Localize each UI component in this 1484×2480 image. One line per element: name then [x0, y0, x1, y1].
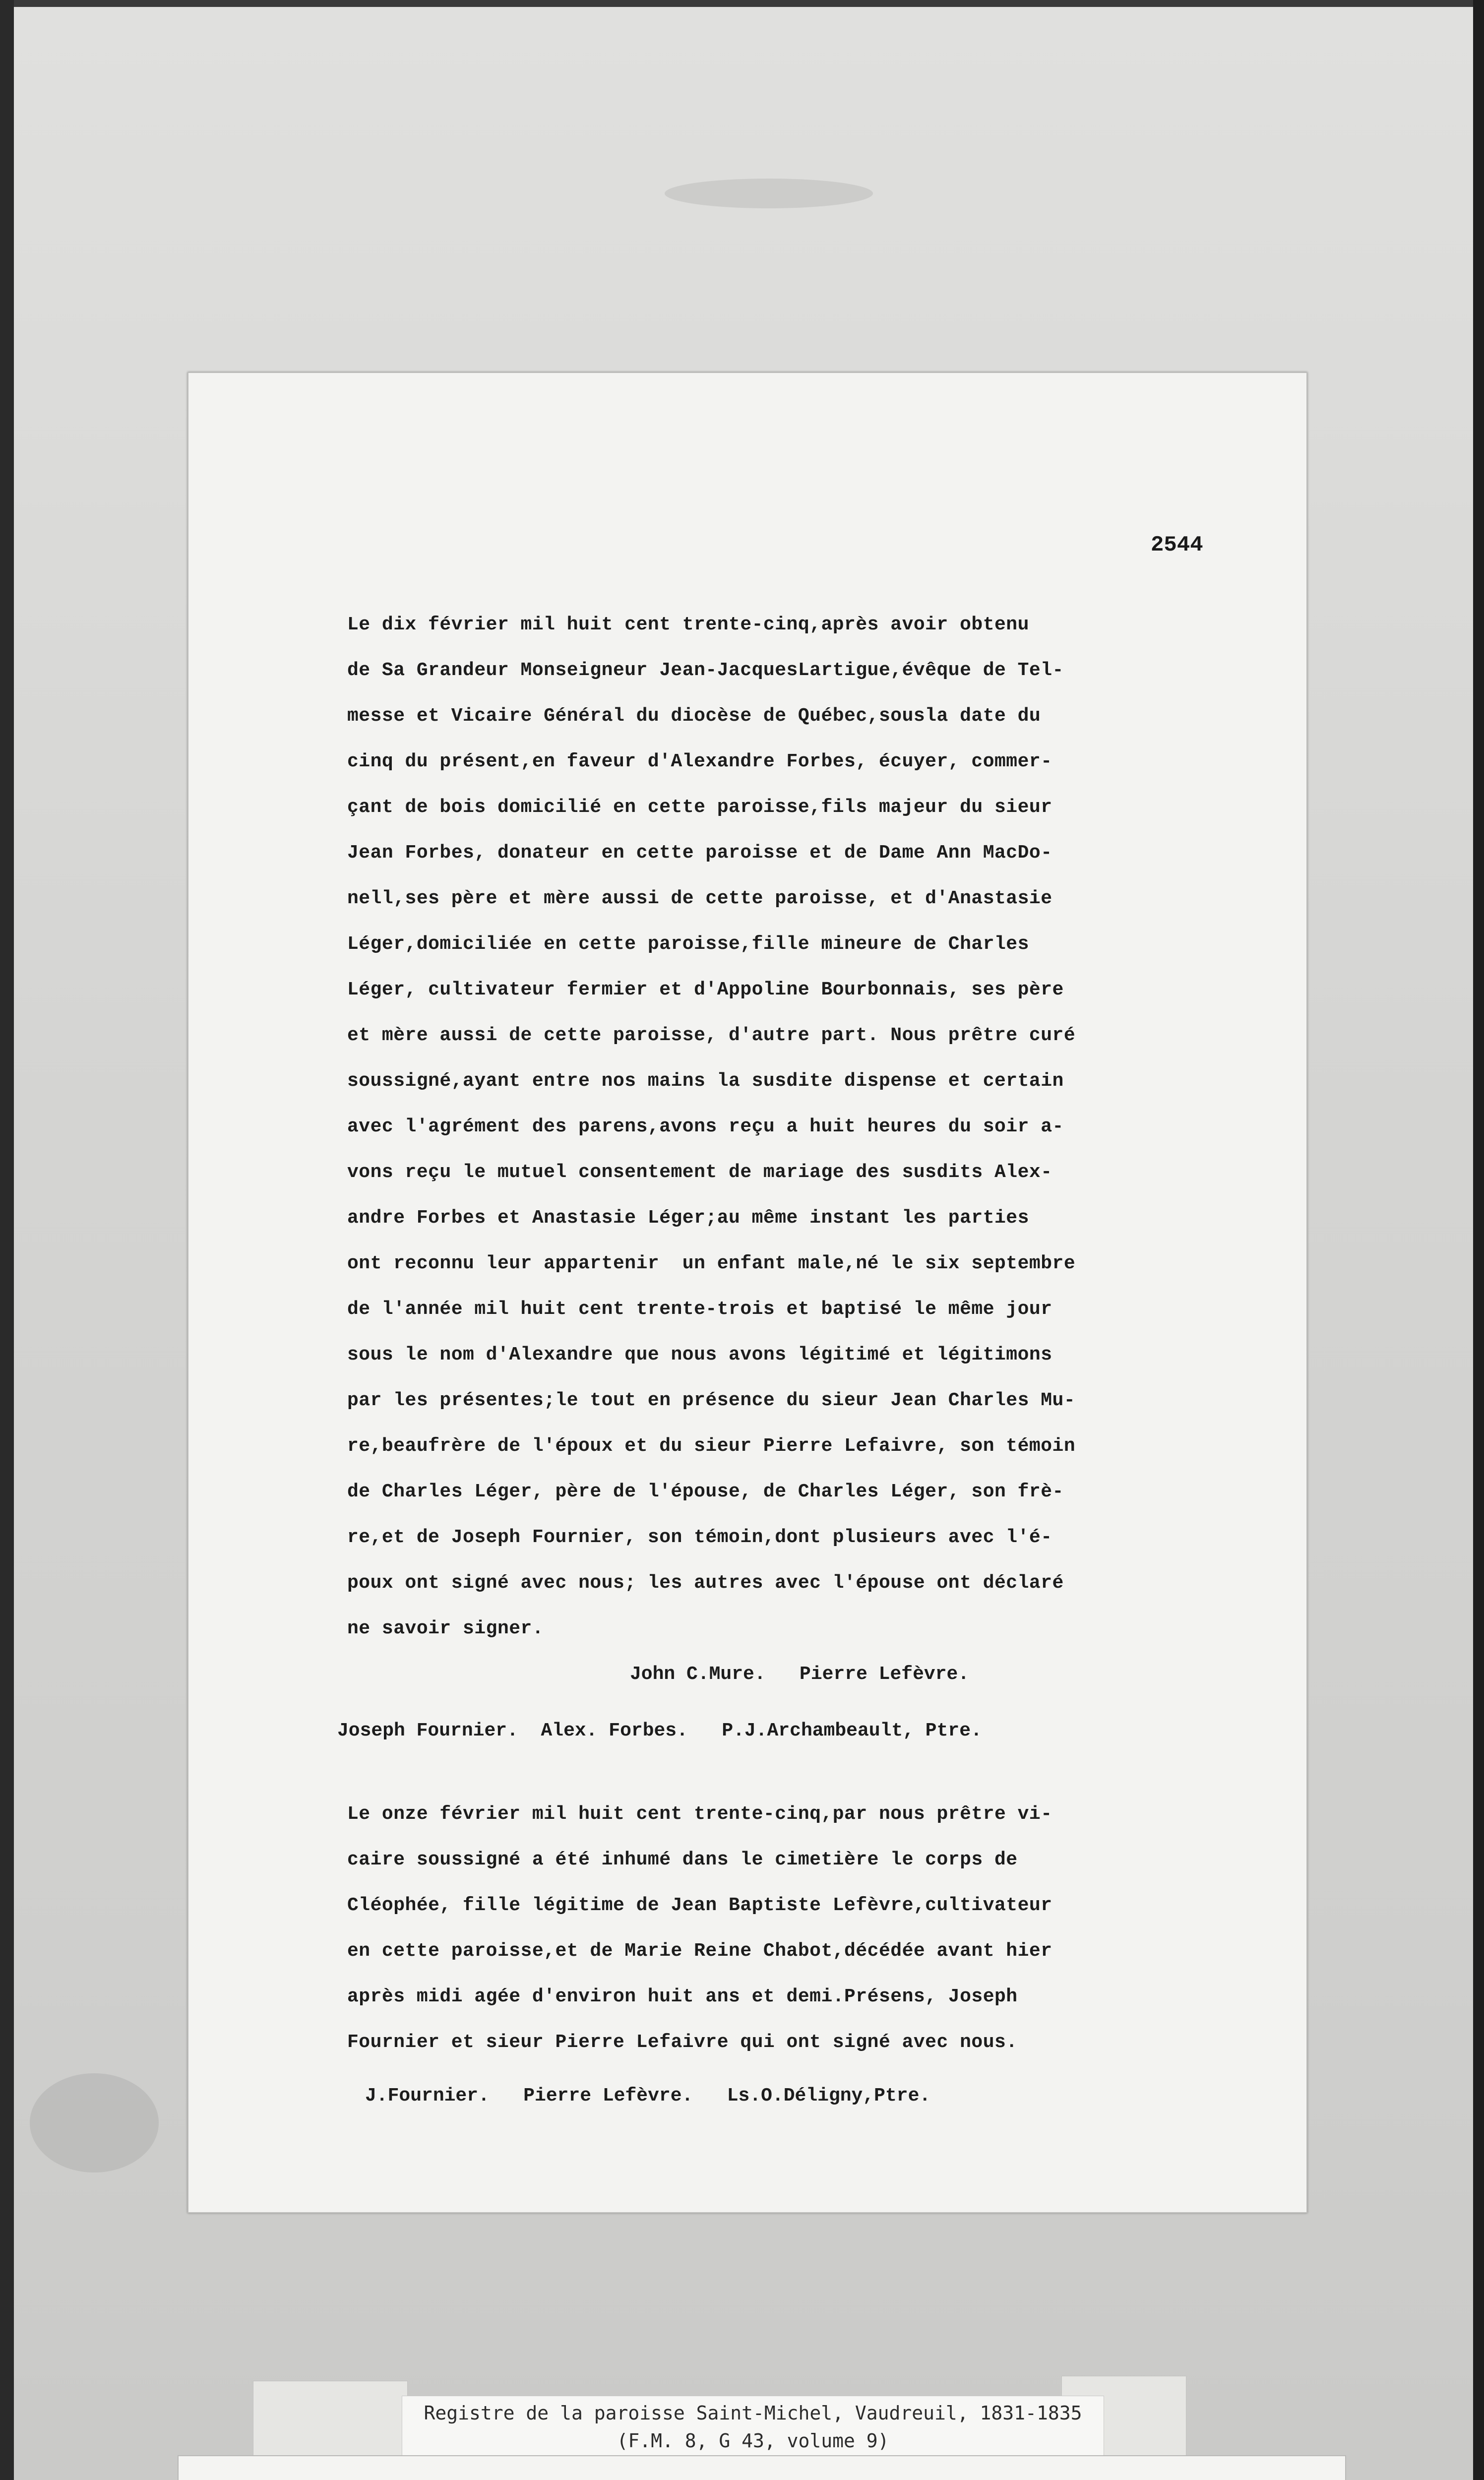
entry-line: Jean Forbes, donateur en cette paroisse et de Dame Ann MacDo-: [347, 842, 1052, 864]
film-edge-left: [0, 0, 14, 2480]
entry-line: cinq du présent,en faveur d'Alexandre Forbes, écuyer, commer-: [347, 751, 1052, 772]
entry-line: nell,ses père et mère aussi de cette paroisse, et d'Anastasie: [347, 888, 1052, 909]
entry-line: ne savoir signer.: [347, 1618, 544, 1639]
register-page: [187, 372, 1307, 2213]
register-label-title: Registre de la paroisse Saint-Michel, Vaudreuil, 1831-1835: [424, 2402, 1082, 2424]
entry-line: Cléophée, fille légitime de Jean Baptiste Lefèvre,cultivateur: [347, 1895, 1052, 1916]
signature-line: Joseph Fournier. Alex. Forbes. P.J.Archambeault, Ptre.: [337, 1720, 982, 1741]
signature-line: J.Fournier. Pierre Lefèvre. Ls.O.Déligny,Ptre.: [365, 2085, 931, 2107]
register-label-reference: (F.M. 8, G 43, volume 9): [617, 2430, 889, 2452]
signature-line: John C.Mure. Pierre Lefèvre.: [630, 1664, 970, 1685]
register-label: [402, 2396, 1104, 2457]
entry-line: ont reconnu leur appartenir un enfant male,né le six septembre: [347, 1253, 1076, 1274]
entry-line: et mère aussi de cette paroisse, d'autre part. Nous prêtre curé: [347, 1025, 1076, 1046]
entry-line: en cette paroisse,et de Marie Reine Chabot,décédée avant hier: [347, 1940, 1052, 1962]
entry-line: poux ont signé avec nous; les autres avec l'épouse ont déclaré: [347, 1572, 1064, 1594]
film-edge-top: [0, 0, 1484, 7]
entry-line: Léger,domiciliée en cette paroisse,fille mineure de Charles: [347, 933, 1029, 955]
entry-line: de Sa Grandeur Monseigneur Jean-JacquesLartigue,évêque de Tel-: [347, 660, 1064, 681]
tape-strip: [253, 2381, 408, 2456]
film-edge-right: [1473, 0, 1484, 2480]
entry-line: çant de bois domicilié en cette paroisse,fils majeur du sieur: [347, 797, 1052, 818]
entry-line: de Charles Léger, père de l'épouse, de Charles Léger, son frè-: [347, 1481, 1064, 1502]
archive-card: [178, 2455, 1346, 2480]
entry-line: messe et Vicaire Général du diocèse de Québec,sousla date du: [347, 705, 1041, 727]
entry-line: vons reçu le mutuel consentement de mariage des susdits Alex-: [347, 1162, 1052, 1183]
entry-line: Le onze février mil huit cent trente-cinq,par nous prêtre vi-: [347, 1803, 1052, 1825]
entry-line: de l'année mil huit cent trente-trois et baptisé le même jour: [347, 1299, 1052, 1320]
entry-line: Le dix février mil huit cent trente-cinq,après avoir obtenu: [347, 614, 1029, 635]
entry-line: avec l'agrément des parens,avons reçu a huit heures du soir a-: [347, 1116, 1064, 1137]
entry-line: caire soussigné a été inhumé dans le cimetière le corps de: [347, 1849, 1018, 1870]
entry-line: andre Forbes et Anastasie Léger;au même instant les parties: [347, 1207, 1029, 1229]
entry-line: par les présentes;le tout en présence du sieur Jean Charles Mu-: [347, 1390, 1076, 1411]
entry-line: Fournier et sieur Pierre Lefaivre qui ont signé avec nous.: [347, 2032, 1018, 2053]
page-number: 2544: [1151, 533, 1203, 558]
smudge-mark: [30, 2073, 159, 2172]
entry-line: soussigné,ayant entre nos mains la susdite dispense et certain: [347, 1070, 1064, 1092]
burial-entry: [347, 1792, 1052, 2065]
entry-line: après midi agée d'environ huit ans et demi.Présens, Joseph: [347, 1986, 1018, 2007]
entry-line: re,beaufrère de l'époux et du sieur Pierre Lefaivre, son témoin: [347, 1435, 1076, 1457]
marriage-entry: [347, 602, 1075, 1652]
smudge-mark: [665, 179, 873, 208]
entry-line: sous le nom d'Alexandre que nous avons légitimé et légitimons: [347, 1344, 1052, 1365]
entry-line: Léger, cultivateur fermier et d'Appoline Bourbonnais, ses père: [347, 979, 1064, 1000]
entry-line: re,et de Joseph Fournier, son témoin,dont plusieurs avec l'é-: [347, 1527, 1052, 1548]
